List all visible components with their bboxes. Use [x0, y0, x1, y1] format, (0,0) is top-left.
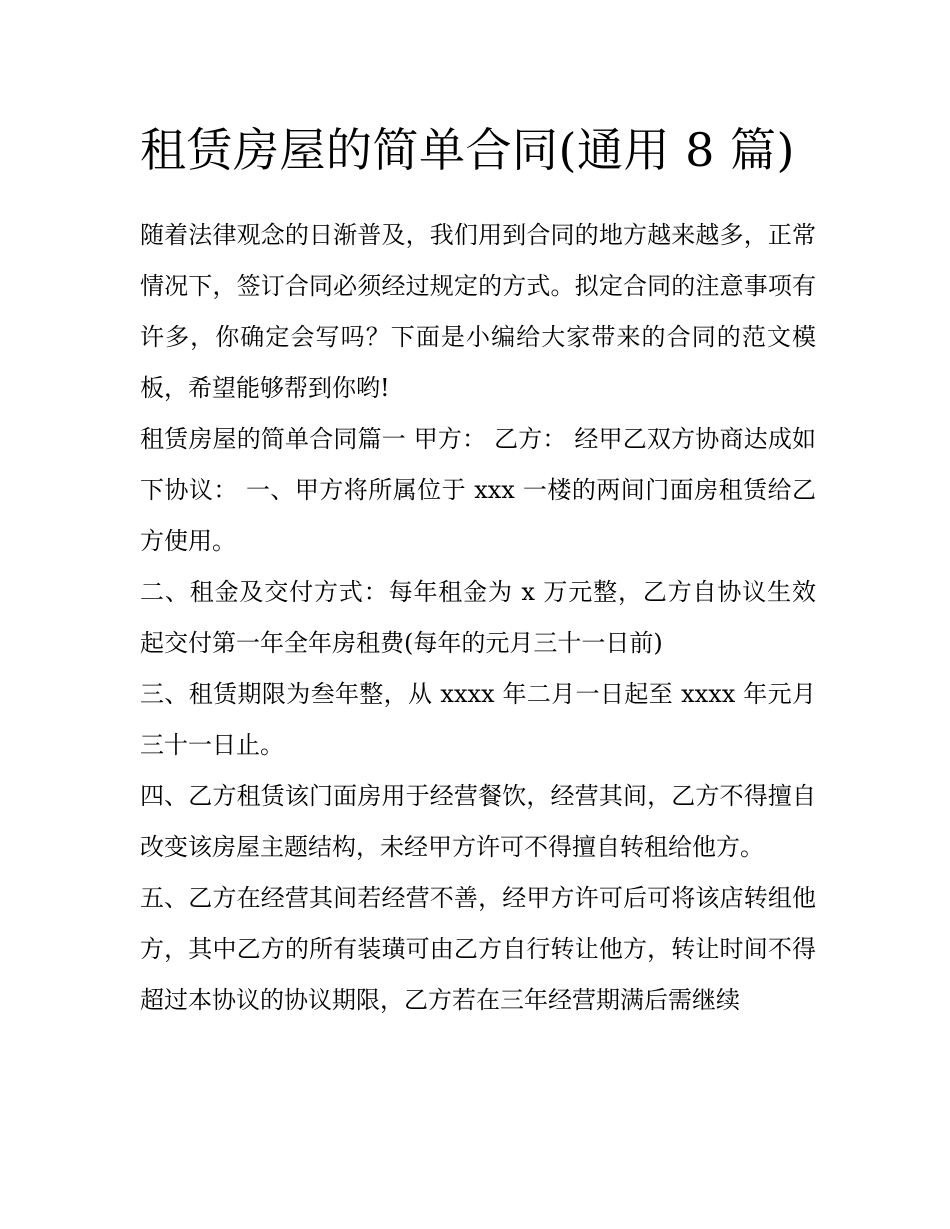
document-body	[140, 210, 816, 1026]
contract-clause-1: 租赁房屋的简单合同篇一 甲方： 乙方： 经甲乙双方协商达成如下协议： 一、甲方将所属位于 xxx 一楼的两间门面房租赁给乙方使用。	[140, 425, 816, 555]
contract-clause-4: 四、乙方租赁该门面房用于经营餐饮，经营其间，乙方不得擅自改变该房屋主题结构，未经甲方许可不得擅自转租给他方。	[140, 782, 816, 861]
document-content	[140, 112, 816, 1026]
contract-clause-2: 二、租金及交付方式：每年租金为 x 万元整，乙方自协议生效起交付第一年全年房租费(每年的元月三十一日前)	[140, 578, 816, 657]
document-title: 租赁房屋的简单合同(通用 8 篇)	[140, 123, 795, 177]
intro-paragraph: 随着法律观念的日渐普及，我们用到合同的地方越来越多，正常情况下，签订合同必须经过规定的方式。拟定合同的注意事项有许多，你确定会写吗？下面是小编给大家带来的合同的范文模板，希望能够帮到你哟!	[140, 221, 816, 402]
contract-clause-5: 五、乙方在经营其间若经营不善，经甲方许可后可将该店转组他方，其中乙方的所有装璜可由乙方自行转让他方，转让时间不得超过本协议的协议期限，乙方若在三年经营期满后需继续	[140, 884, 816, 1014]
contract-clause-3: 三、租赁期限为叁年整，从 xxxx 年二月一日起至 xxxx 年元月三十一日止。	[140, 680, 816, 759]
